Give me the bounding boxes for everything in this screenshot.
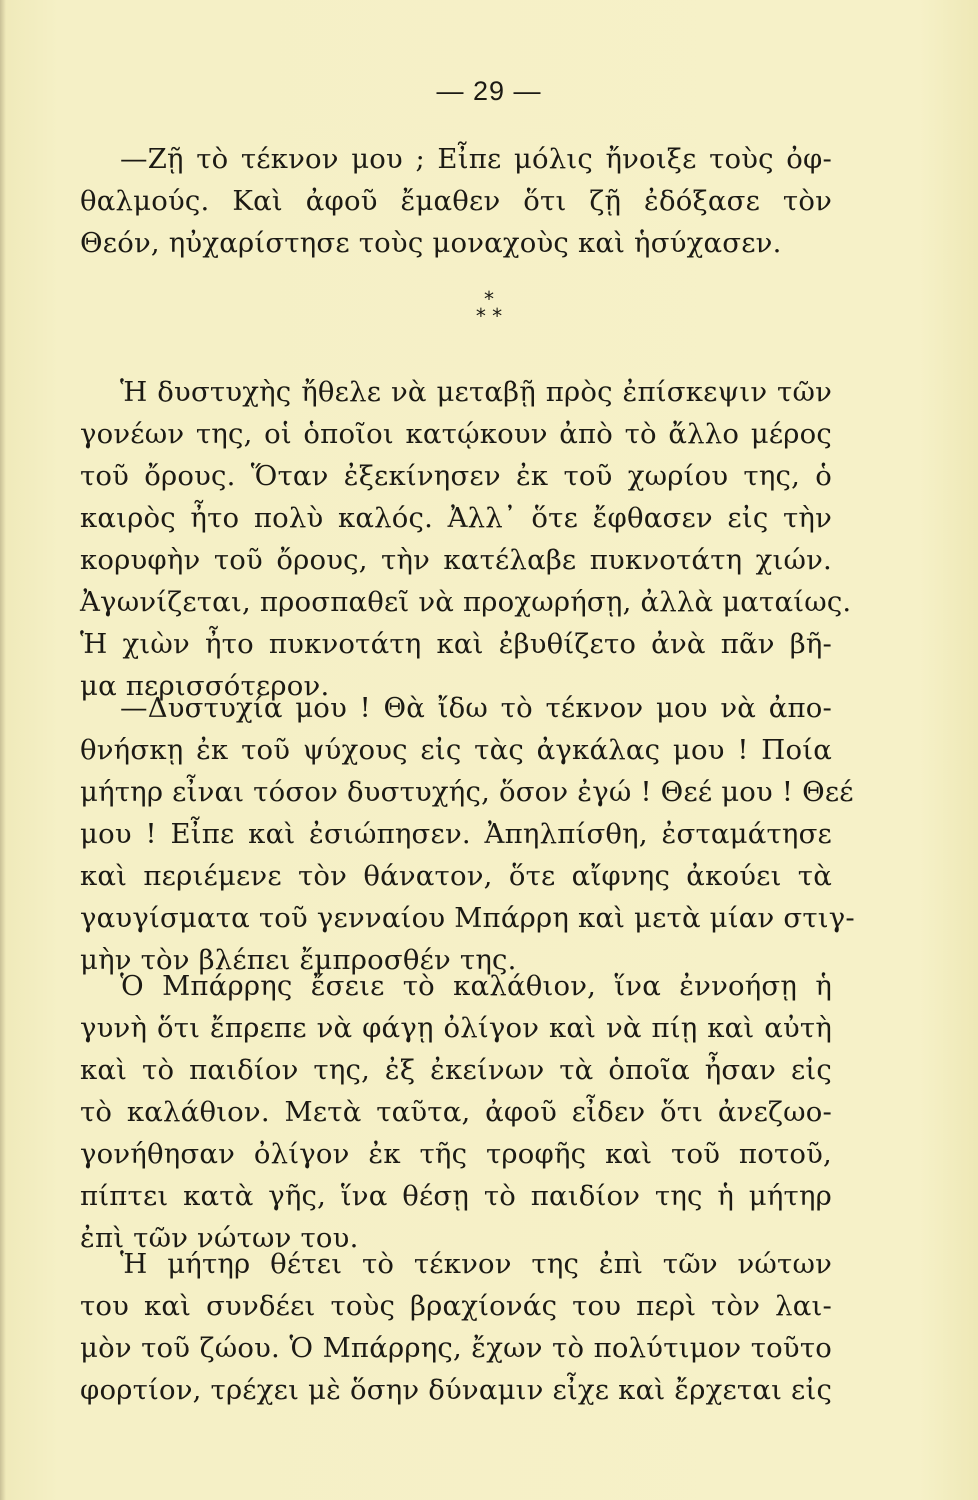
asterism-top: * xyxy=(484,287,494,311)
text-line: μὴν τὸν βλέπει ἔμπροσθέν της. xyxy=(80,944,517,976)
text-line: Ἡ μήτηρ θέτει τὸ τέκνον της ἐπὶ τῶν νώτων xyxy=(120,1248,832,1280)
paragraph xyxy=(80,687,855,981)
text-line: γυνὴ ὅτι ἔπρεπε νὰ φάγῃ ὀλίγον καὶ νὰ πίῃ καὶ αὐτὴ xyxy=(80,1012,832,1044)
text-line: θνήσκῃ ἐκ τοῦ ψύχους εἰς τὰς ἀγκάλας μου ! Ποία xyxy=(80,734,832,766)
text-line: μα περισσότερον. xyxy=(80,670,330,702)
text-line: Θεόν, ηὐχαρίστησε τοὺς μοναχοὺς καὶ ἡσύχασεν. xyxy=(80,227,782,259)
text-line: —Ζῇ τὸ τέκνον μου ; Εἶπε μόλις ἤνοιξε τοὺς ὀφ- xyxy=(120,143,832,175)
paragraph xyxy=(80,138,832,264)
text-line: —Δυστυχία μου ! Θὰ ἴδω τὸ τέκνον μου νὰ ἀπο- xyxy=(120,692,832,724)
text-line: Ἡ χιὼν ἦτο πυκνοτάτη καὶ ἐβυθίζετο ἀνὰ πᾶν βῆ- xyxy=(80,628,832,660)
text-line: του καὶ συνδέει τοὺς βραχίονάς του περὶ τὸν λαι- xyxy=(80,1290,832,1322)
text-line: πίπτει κατὰ γῆς, ἵνα θέσῃ τὸ παιδίον της ἡ μήτηρ xyxy=(80,1180,832,1212)
text-line: μου ! Εἶπε καὶ ἐσιώπησεν. Ἀπηλπίσθη, ἐσταμάτησε xyxy=(80,818,832,850)
text-line: Ἡ δυστυχὴς ἤθελε νὰ μεταβῇ πρὸς ἐπίσκεψιν τῶν xyxy=(120,376,832,408)
asterism-bottom: * * xyxy=(475,304,503,328)
text-line: καὶ περιέμενε τὸν θάνατον, ὅτε αἴφνης ἀκούει τὰ xyxy=(80,860,832,892)
text-line: γονήθησαν ὀλίγον ἐκ τῆς τροφῆς καὶ τοῦ ποτοῦ, xyxy=(80,1138,832,1170)
page-edge-shadow xyxy=(0,0,6,1500)
text-line: κορυφὴν τοῦ ὄρους, τὴν κατέλαβε πυκνοτάτη χιών. xyxy=(80,544,832,576)
text-line: τὸ καλάθιον. Μετὰ ταῦτα, ἀφοῦ εἶδεν ὅτι ἀνεζωο- xyxy=(80,1096,832,1128)
paragraph xyxy=(80,371,852,707)
text-line: γαυγίσματα τοῦ γενναίου Μπάρρη καὶ μετὰ μίαν στιγ- xyxy=(80,902,855,934)
text-line: μὸν τοῦ ζώου. Ὁ Μπάρρης, ἔχων τὸ πολύτιμον τοῦτο xyxy=(80,1332,832,1364)
text-line: ἐπὶ τῶν νώτων του. xyxy=(80,1222,359,1254)
text-line: τοῦ ὄρους. Ὅταν ἐξεκίνησεν ἐκ τοῦ χωρίου της, ὁ xyxy=(80,460,832,492)
text-line: καὶ τὸ παιδίον της, ἐξ ἐκείνων τὰ ὁποῖα ἦσαν εἰς xyxy=(80,1054,832,1086)
section-separator xyxy=(0,287,978,328)
page-number: — 29 — xyxy=(436,76,542,106)
text-line: θαλμούς. Καὶ ἀφοῦ ἔμαθεν ὅτι ζῇ ἐδόξασε τὸν xyxy=(80,185,832,217)
text-line: φορτίον, τρέχει μὲ ὅσην δύναμιν εἶχε καὶ ἔρχεται εἰς xyxy=(80,1374,833,1406)
text-line: μήτηρ εἶναι τόσον δυστυχής, ὅσον ἐγώ ! Θεέ μου ! Θεέ xyxy=(80,776,854,808)
paragraph xyxy=(80,1243,832,1411)
text-line: γονέων της, οἱ ὁποῖοι κατῴκουν ἀπὸ τὸ ἄλλο μέρος xyxy=(80,418,832,450)
text-line: Ὁ Μπάρρης ἔσειε τὸ καλάθιον, ἵνα ἐννοήσῃ ἡ xyxy=(120,970,832,1002)
paragraph xyxy=(80,965,832,1259)
text-line: Ἀγωνίζεται, προσπαθεῖ νὰ προχωρήσῃ, ἀλλὰ ματαίως. xyxy=(80,586,852,618)
text-line: καιρὸς ἦτο πολὺ καλός. Ἀλλ᾽ ὅτε ἔφθασεν εἰς τὴν xyxy=(80,502,832,534)
